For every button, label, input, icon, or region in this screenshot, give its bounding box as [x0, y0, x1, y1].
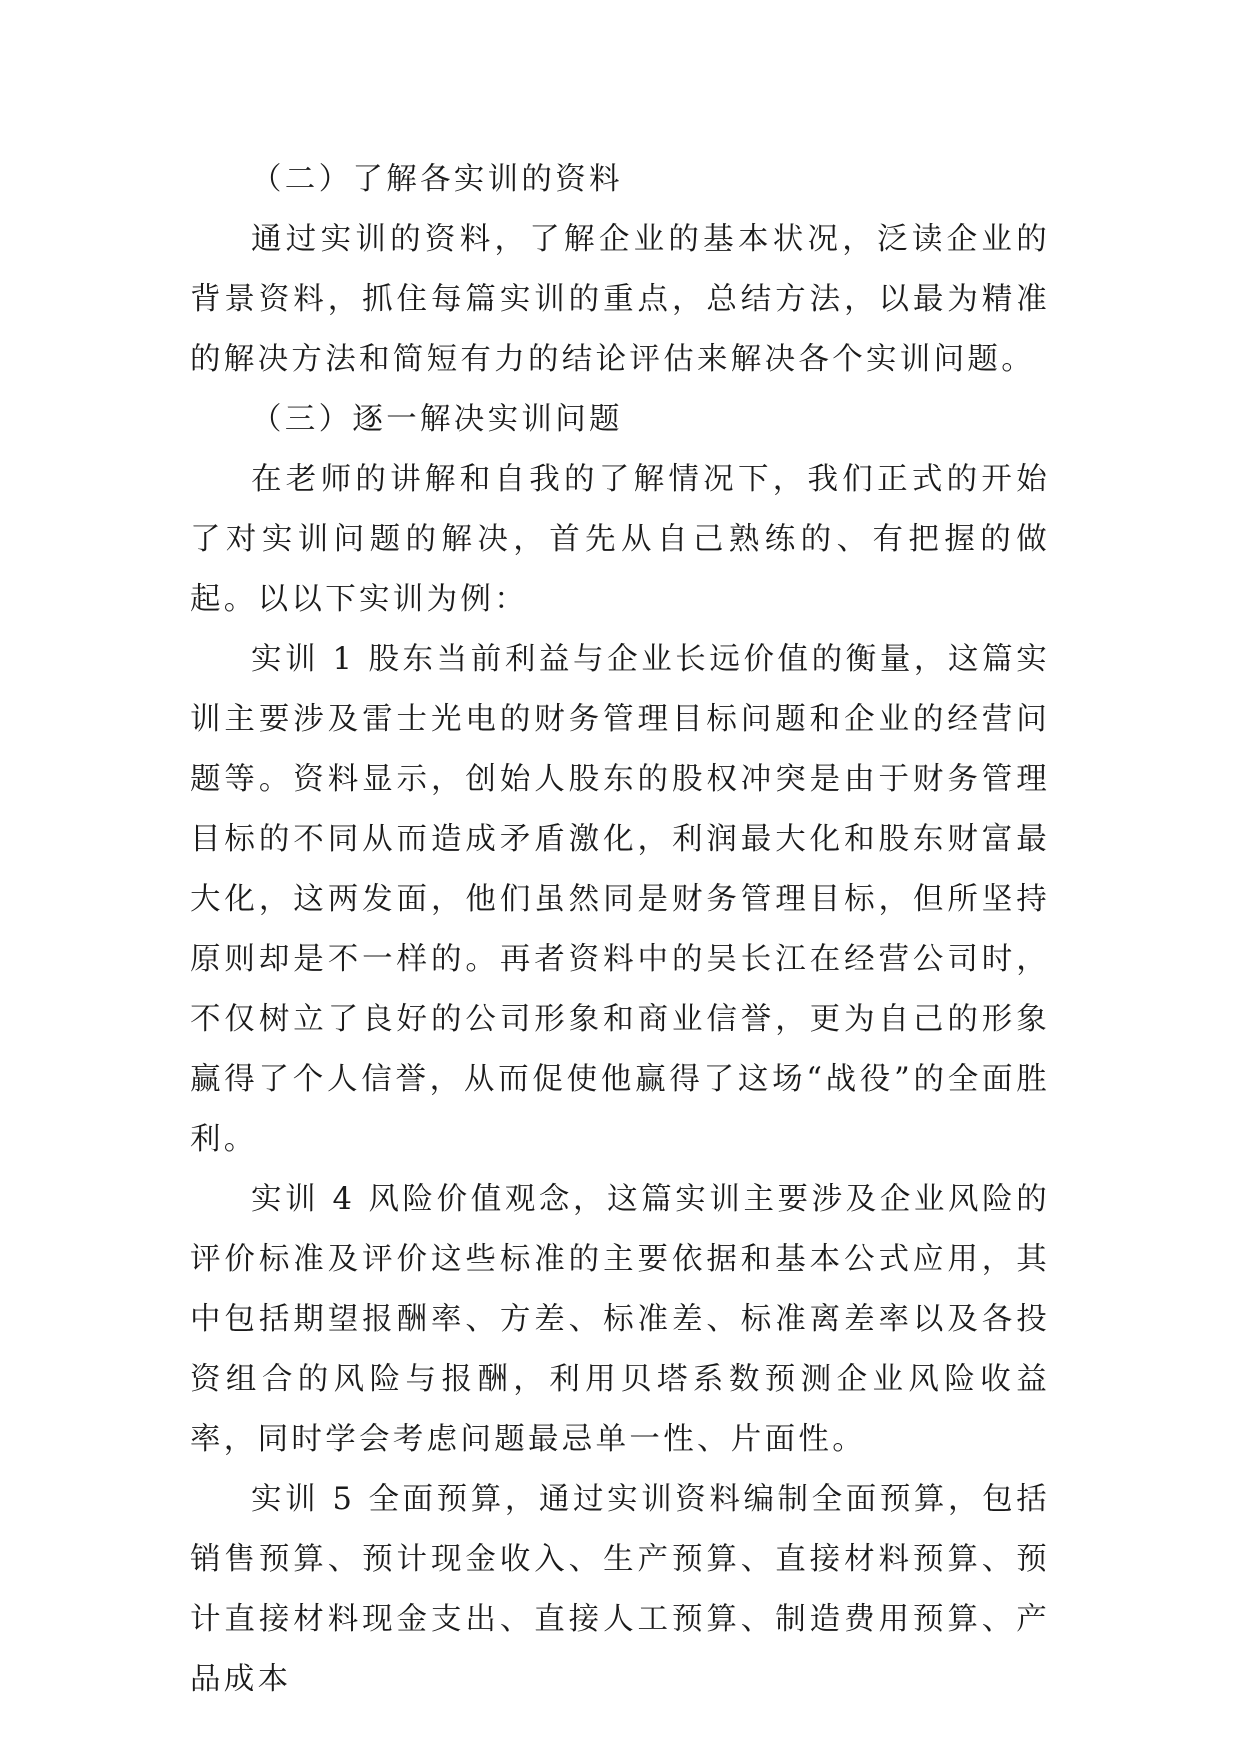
paragraph-intro: 在老师的讲解和自我的了解情况下，我们正式的开始了对实训问题的解决，首先从自己熟练的、有把握的做起。以以下实训为例：	[190, 462, 1050, 617]
paragraph-training-1: 实训 1 股东当前利益与企业长远价值的衡量，这篇实训主要涉及雷士光电的财务管理目标问题和企业的经营问题等。资料显示，创始人股东的股权冲突是由于财务管理目标的不同从而造成矛盾激化，利润最大化和股东财富最大化，这两发面，他们虽然同是财务管理目标，但所坚持原则却是不一样的。再者资料中的吴长江在经营公司时，不仅树立了良好的公司形象和商业信誉，更为自己的形象赢得了个人信誉，从而促使他赢得了这场“战役”的全面胜利。	[190, 642, 1050, 1157]
paragraph-training-4: 实训 4 风险价值观念，这篇实训主要涉及企业风险的评价标准及评价这些标准的主要依据和基本公式应用，其中包括期望报酬率、方差、标准差、标准离差率以及各投资组合的风险与报酬，利用贝塔系数预测企业风险收益率，同时学会考虑问题最忌单一性、片面性。	[190, 1182, 1050, 1457]
paragraph-materials: 通过实训的资料，了解企业的基本状况，泛读企业的背景资料，抓住每篇实训的重点，总结方法，以最为精准的解决方法和简短有力的结论评估来解决各个实训问题。	[190, 222, 1050, 377]
paragraph-training-5: 实训 5 全面预算，通过实训资料编制全面预算，包括销售预算、预计现金收入、生产预算、直接材料预算、预计直接材料现金支出、直接人工预算、制造费用预算、产品成本	[190, 1482, 1050, 1697]
section-heading-2: （二）了解各实训的资料	[251, 162, 623, 197]
section-heading-3: （三）逐一解决实训问题	[251, 402, 623, 437]
document-body	[190, 150, 1050, 1710]
